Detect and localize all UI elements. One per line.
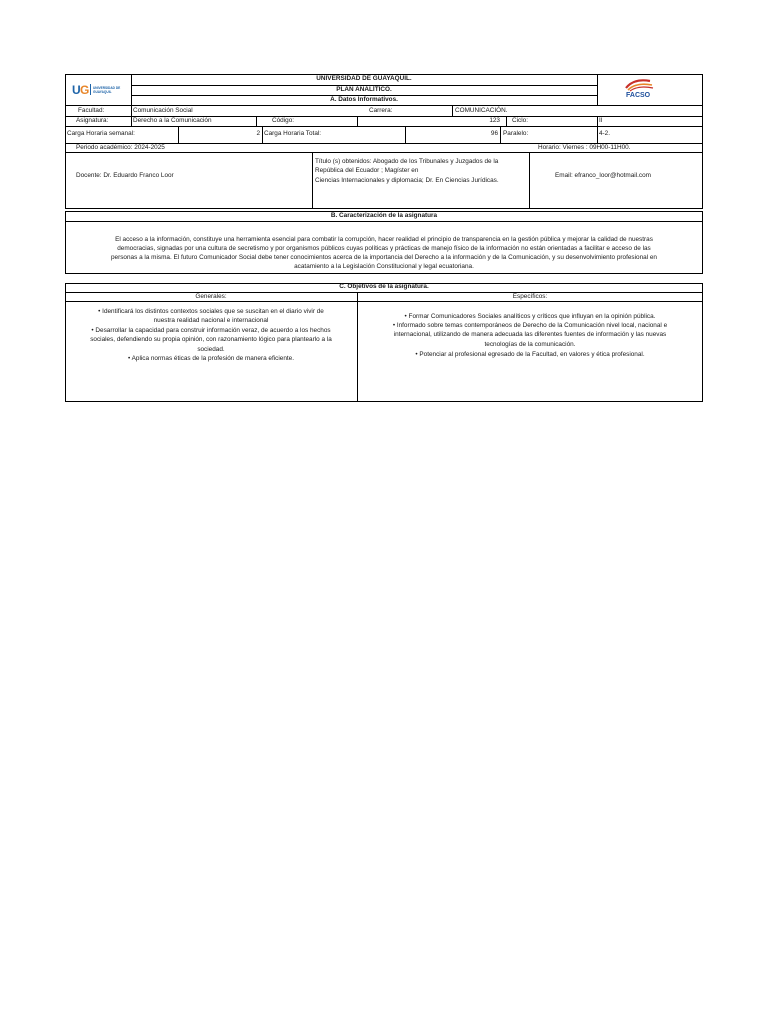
- titulo-line-3: Ciencias Internacionales y diplomacia; Dr. En Ciencias Jurídicas.: [315, 177, 499, 184]
- facultad-label: Facultad:: [78, 107, 105, 114]
- svg-text:G: G: [80, 83, 90, 97]
- facso-logo: [622, 78, 656, 102]
- generales-line: • Aplica normas éticas de la profesión de manera eficiente.: [127, 355, 294, 362]
- svg-text:U: U: [72, 83, 81, 97]
- especificos-line: tecnologías de la comunicación.: [484, 341, 576, 348]
- especificos-line: • Potenciar al profesional egresado de la Facultad, en valores y ética profesional.: [415, 351, 645, 358]
- section-a-title: A. Datos Informativos.: [330, 96, 398, 103]
- email: Email: efranco_loor@hotmail.com: [555, 172, 651, 179]
- horario: Horario: Viernes : 09H00-11H00.: [538, 144, 631, 151]
- generales-line: • Desarrollar la capacidad para construir información veraz, de acuerdo a los hechos: [91, 327, 331, 334]
- facso-logo-icon: [622, 78, 656, 92]
- carrera-label: Carrera:: [369, 107, 393, 114]
- facultad-value: Comunicación Social: [133, 107, 193, 114]
- docente: Docente: Dr. Eduardo Franco Loor: [76, 172, 174, 179]
- paralelo-label: Paralelo:: [503, 130, 529, 137]
- periodo-academico: Periodo académico: 2024-2025: [76, 144, 165, 151]
- generales-line: • Identificará los distintos contextos sociales que se suscitan en el diario vivir de: [98, 308, 324, 315]
- codigo-value: 123: [489, 117, 500, 124]
- ciclo-value: II: [599, 117, 603, 124]
- especificos-header: Específicos:: [512, 293, 548, 300]
- plan-title: PLAN ANALÍTICO.: [336, 86, 392, 93]
- ug-logo: [72, 82, 126, 98]
- especificos-line: • Formar Comunicadores Sociales analíticos y críticos que influyan en la opinión pública.: [404, 313, 656, 320]
- paralelo-value: 4-2.: [599, 130, 611, 137]
- carga-total-value: 96: [490, 130, 498, 137]
- generales-line: nuestra realidad nacional e internacional: [153, 317, 269, 324]
- carga-semanal-value: 2: [256, 130, 260, 137]
- generales-line: sociedad.: [197, 346, 225, 353]
- generales-header: Generales:: [195, 293, 227, 300]
- section-c-title: C. Objetivos de la asignatura.: [339, 283, 429, 290]
- especificos-line: internacional, utilizando de manera adecuada las diferentes fuentes de información y las nuevas: [393, 331, 667, 338]
- generales-line: sociales, defendiendo su propia opinión, con razonamiento lógico para plantearlo a la: [90, 336, 332, 343]
- section-b-line: acatamiento a la Legislación Constitucional y legal ecuatoriana.: [294, 263, 474, 270]
- asignatura-label: Asignatura:: [76, 117, 109, 124]
- especificos-line: • Informado sobre temas contemporáneos de Derecho de la Comunicación nivel local, nacional e: [392, 322, 668, 329]
- ug-logo-text: UNIVERSIDAD DE GUAYAQUIL: [93, 86, 121, 94]
- titulo-line-1: Título (s) obtenidos: Abogado de los Tribunales y Juzgados de la: [315, 158, 499, 165]
- titulo-line-2: República del Ecuador ; Magíster en: [315, 167, 419, 174]
- carga-total-label: Carga Horaria Total:: [264, 130, 322, 137]
- section-b-title: B. Caracterización de la asignatura: [330, 212, 438, 219]
- carga-semanal-label: Carga Horaria semanal:: [67, 130, 135, 137]
- codigo-label: Código:: [272, 117, 295, 124]
- carrera-value: COMUNICACIÓN.: [455, 107, 508, 114]
- section-b-line: El acceso a la información, constituye una herramienta esencial para combatir la corrupción, hacer realidad el principio de transparencia en la gestión pública y mejorar la calidad de nuestras: [115, 236, 653, 243]
- facso-logo-text: FACSO: [626, 92, 651, 99]
- asignatura-value: Derecho a la Comunicación: [133, 117, 212, 124]
- section-b-line: democracias, signadas por una cultura de secretismo y por organismos públicos cuyas políticas y prácticas de manejo físico de la información no están orientadas a facilitar e acceso de las: [117, 245, 651, 252]
- ciclo-label: Ciclo:: [512, 117, 528, 124]
- section-b-line: personas a la misma. El futuro Comunicador Social debe tener conocimientos acerca de la importancia del Derecho a la información y de la Comunicación, y su desenvolvimiento profesional en: [111, 254, 657, 261]
- university-title: UNIVERSIDAD DE GUAYAQUIL.: [316, 75, 412, 82]
